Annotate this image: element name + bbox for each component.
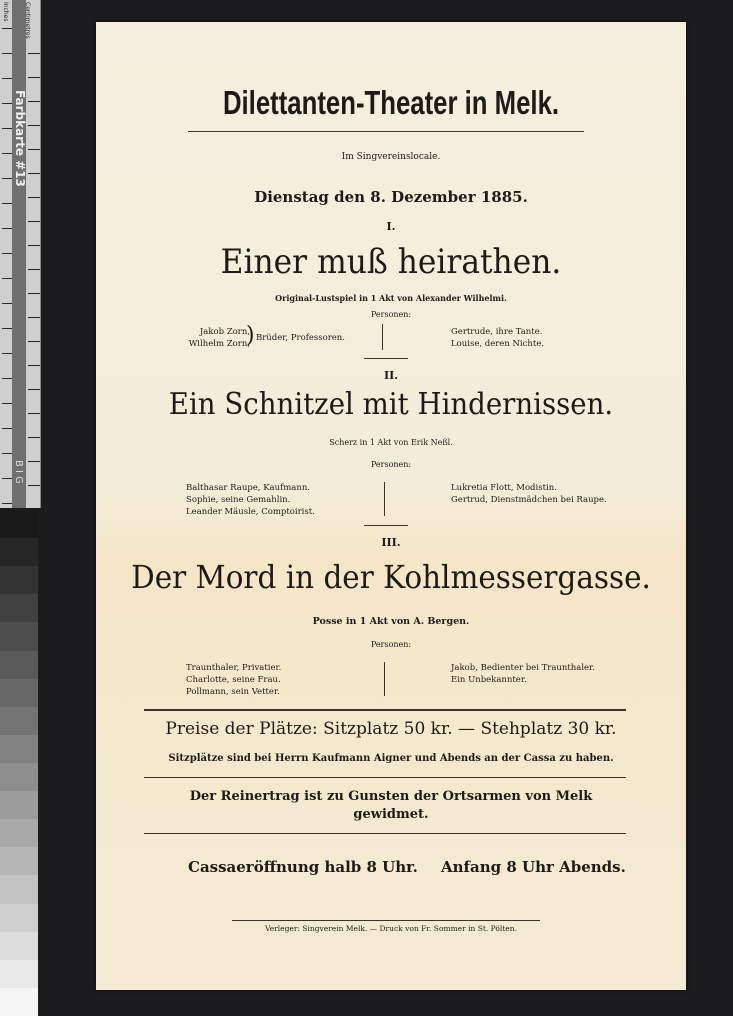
cast-line: Gertrude, ihre Tante. [451, 327, 543, 337]
dedication-bottom-rule [144, 833, 626, 834]
cast-line: Sophie, seine Gemahlin. [186, 495, 291, 505]
measuring-ruler [0, 0, 41, 508]
ruler-cm-tag: Centimetres [24, 2, 31, 39]
cast-line: Balthasar Raupe, Kaufmann. [186, 483, 311, 493]
ruler-strip [12, 0, 26, 508]
cassa-opening: Cassaeröffnung halb 8 Uhr. [188, 858, 418, 876]
prices-top-rule [144, 709, 626, 711]
venue-line: Im Singvereinslocale. [341, 152, 441, 162]
cast-line: Pollmann, sein Vetter. [186, 687, 280, 697]
cast-line: Wilhelm Zorn, [188, 339, 250, 349]
brace: ) [246, 323, 255, 348]
play-1-title: Einer muß heirathen. [220, 242, 562, 282]
cast-line: Jakob, Bedienter bei Traunthaler. [451, 663, 595, 673]
publisher-footer: Verleger: Singverein Melk. — Druck von Fr. Sommer in St. Pölten. [265, 924, 517, 933]
play-3-right-cast [451, 662, 595, 686]
play-1-left-cast [174, 326, 250, 350]
play-2-subtitle: Scherz in 1 Akt von Erik Neßl. [329, 438, 453, 447]
play-3-persons-label: Personen: [370, 640, 412, 649]
play-2-title: Ein Schnitzel mit Hindernissen. [168, 387, 614, 422]
date-line: Dienstag den 8. Dezember 1885. [254, 188, 528, 206]
cast-divider [382, 324, 383, 350]
poster-title: Dilettanten-Theater in Melk. [222, 84, 560, 121]
play-3-subtitle: Posse in 1 Akt von A. Bergen. [312, 616, 470, 627]
cast-divider [384, 482, 385, 516]
prices-line: Preise der Plätze: Sitzplatz 50 kr. — Stehplatz 30 kr. [165, 719, 617, 739]
play-3-left-cast [186, 662, 281, 698]
dedication-line-2: gewidmet. [353, 807, 429, 822]
cast-line: Jakob Zorn, [199, 327, 250, 337]
cast-line: Ein Unbekannter. [451, 675, 527, 685]
play-3-numeral: III. [381, 536, 401, 549]
ruler-inch-scale [2, 4, 12, 504]
play-1-persons-label: Personen: [370, 310, 412, 319]
dedication-line-1: Der Reinertrag ist zu Gunsten der Ortsarmen von Melk [189, 789, 593, 804]
play-3-title: Der Mord in der Kohlmessergasse. [131, 558, 651, 596]
play-2-left-cast [186, 482, 315, 518]
section-divider [364, 358, 408, 359]
footer-rule [232, 920, 540, 921]
play-1-left-note: Brüder, Professoren. [256, 333, 345, 343]
play-2-persons-label: Personen: [370, 460, 412, 469]
prices-bottom-rule [144, 777, 626, 778]
play-2-right-cast [451, 482, 607, 506]
ruler-inches-tag: Inches [2, 2, 9, 22]
section-divider [364, 525, 408, 526]
cast-line: Leander Mäusle, Comptoirist. [186, 507, 315, 517]
ruler-label-bottom: B I G [13, 460, 24, 484]
play-1-right-cast [451, 326, 544, 350]
play-1-numeral: I. [386, 220, 396, 233]
cast-line: Charlotte, seine Frau. [186, 675, 281, 685]
cast-line: Lukretia Flott, Modistin. [451, 483, 557, 493]
ruler-label: Farbkarte #13 [13, 90, 27, 187]
theater-poster [96, 22, 686, 990]
cast-divider [384, 662, 385, 696]
prices-note: Sitzplätze sind bei Herrn Kaufmann Aigner und Abends an der Cassa zu haben. [168, 753, 614, 764]
title-underline [188, 131, 584, 132]
gray-scale-card [0, 510, 38, 1016]
play-1-subtitle: Original-Lustspiel in 1 Akt von Alexander Wilhelmi. [275, 293, 507, 303]
play-2-numeral: II. [383, 369, 399, 382]
cast-line: Traunthaler, Privatier. [186, 663, 282, 673]
start-time: Anfang 8 Uhr Abends. [441, 858, 626, 876]
cast-line: Gertrud, Dienstmädchen bei Raupe. [451, 495, 607, 505]
dedication [96, 788, 686, 824]
ruler-cm-scale [28, 30, 40, 500]
cast-line: Louise, deren Nichte. [451, 339, 545, 349]
